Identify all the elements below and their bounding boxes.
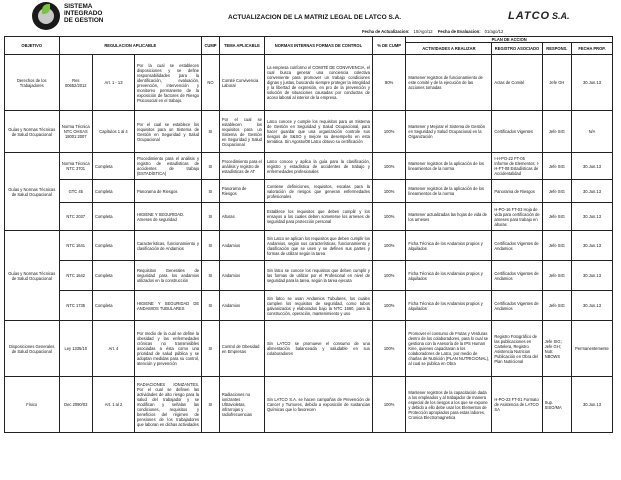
cell-registro: H-PO-23 FT-01 Formato de Asistencia de LATCO SA [492, 377, 542, 433]
cell-detalle: HIGIENE Y SEGURIDAD. Arneses de seguridad [134, 203, 201, 231]
cell-actividades: Promover el consumo de Frutas y Verduras dentro de los colaboradores, para lo cual se gestiona con la Asesoría de la IPS Human Kine, quienes capacitaran a los colaboradores de Latco, por medio de charlas de Nutrición (PLAN NUTRICIONAL), al cual se publica en Obra [406, 321, 492, 377]
cell-articulo: Capítulos 1 al 4 [93, 111, 135, 153]
col-normas: NORMAS INTERNAS FORMAS DE CONTROL [264, 37, 372, 55]
cell-tema: Andamios [219, 261, 264, 291]
cell-detalle: HIGIENE Y SEGURIDAD DE ANDAMIOS TUBULARES [134, 291, 201, 321]
cell-respons: Jefe SIG [542, 180, 571, 203]
cell-registro: Certificados Vigentes de Andamios [492, 231, 542, 261]
cell-pct: 100% [372, 203, 406, 231]
col-objetivo: OBJETIVO [5, 37, 60, 55]
cell-pct: 100% [372, 291, 406, 321]
cell-articulo: Art. 1 al 2 [93, 377, 135, 433]
table-row [5, 291, 613, 321]
cell-cumple: SI [202, 291, 220, 321]
legal-matrix-table [4, 36, 613, 433]
cell-control: Latco conoce y aplica la guía para la clasificación, registro y estadística de accidentes de trabajo y enfermedades profesionales [264, 153, 372, 180]
cell-registro: Actas de Comité [492, 55, 542, 111]
cell-norma: Dec 2090/03 [59, 377, 93, 433]
cell-fecha: 30.Jun.13 [572, 231, 613, 261]
cell-respons: Jefe SIG [542, 231, 571, 261]
table-row [5, 261, 613, 291]
cell-norma: NTC 1735 [59, 291, 93, 321]
cell-detalle: Panorama de Riesgos [134, 180, 201, 203]
cell-articulo: Art. 1 - 13 [93, 55, 135, 111]
cell-cumple: SI [202, 261, 220, 291]
cell-cumple: SI [202, 203, 220, 231]
cell-tema: Radiaciones no ionizantes Ultravioletas, infrarrojas y radiofrecuencias [219, 377, 264, 433]
col-plan: PLAN DE ACCION [406, 37, 613, 43]
cell-tema: Andamios [219, 291, 264, 321]
brand-logo [508, 10, 574, 22]
cell-articulo: Completa [93, 261, 135, 291]
cell-detalle: RADIACIONES IONIZANTES. Por el cual se definen las actividades de alto riesgo para la salud del trabajador y se modifican y señalan las condiciones, requisitos y beneficios del régimen de pensiones de los trabajadores que laboran en dichas actividades [134, 377, 201, 433]
cell-pct: 100% [372, 180, 406, 203]
cell-norma: Res 00652/2012 [59, 55, 93, 111]
table-row [5, 111, 613, 153]
cell-tema: Comité Convivencia Laboral [219, 55, 264, 111]
cell-fecha: 30.Jun.13 [572, 180, 613, 203]
cell-detalle: Procedimiento para el análisis y registro de estadísticas de accidentes de trabajo (ESTADÍSTICA) [134, 153, 201, 180]
cell-fecha: 30.Jun.13 [572, 261, 613, 291]
cell-control: Sin latco se conoce los requisitos que deben cumplir y las formas de utilizar por el Profesional en nivel de seguridad para la tarea, según la tarea ejecuta [264, 261, 372, 291]
cell-tema: Panorama de Riesgos [219, 180, 264, 203]
header [0, 0, 621, 40]
cell-control: Latco conoce y cumple los requisitos para un Sistema de Gestión en Seguridad y Salud Ocupacional, para hacer guardar que una organización controle sus riesgos de S&SO y mejore su desempeño en esta temática. Sin Agosto/08 Latco obtuvo su certificación [264, 111, 372, 153]
cell-pct: 100% [372, 261, 406, 291]
table-row [5, 377, 613, 433]
logo-line-1: SISTEMA [64, 3, 93, 10]
brand-suffix: S.A. [552, 11, 570, 21]
cell-norma: GTC 45 [59, 180, 93, 203]
col-pct: % DE CUMP [372, 37, 406, 55]
dates-line [362, 29, 507, 34]
cell-actividades: Mantener y Mejorar el Sistema de Gestión en Seguridad y Salud Ocupacional en la Organización [406, 111, 492, 153]
cell-pct: 100% [372, 321, 406, 377]
cell-norma: Ley 1335/10 [59, 321, 93, 377]
col-regulacion: REGULACION APLICABLE [59, 37, 202, 55]
cell-control: Sin LATCO se promueve el consumo de una alimentación balanceada y saludable en sus colaboradores [264, 321, 372, 377]
cell-actividades: Ficha Técnica de los Andamios propios y alquilados [406, 291, 492, 321]
cell-registro: H-PO-16 FT-03 Hoja de vida para certificación de arneses para trabajo en alturas [492, 203, 542, 231]
col-cumple: CUMP [202, 37, 220, 55]
cell-respons: Jefe SIG [542, 291, 571, 321]
document-title: ACTUALIZACION DE LA MATRIZ LEGAL DE LATCO S.A. [228, 14, 402, 21]
cell-norma: NTC 1641 [59, 231, 93, 261]
cell-detalle: Características, funcionamiento y clasificación de Andamios [134, 231, 201, 261]
cell-objetivo: Derechos de los Trabajadores [5, 55, 60, 111]
cell-respons: Jefe SIG [542, 153, 571, 180]
cell-actividades: Ficha Técnica de los Andamios propios y alquilados [406, 261, 492, 291]
cell-cumple: SI [202, 180, 220, 203]
cell-tema: Alturas [219, 203, 264, 231]
cell-control: Sin LATCO S.A. se hacen campañas de Prevención de Cancer y Tumores, debido a exposición de sustancias Químicas que lo favorecen [264, 377, 372, 433]
cell-pct: 100% [372, 153, 406, 180]
cell-cumple: SI [202, 231, 220, 261]
cell-respons: Jefe SIG [542, 203, 571, 231]
cell-respons: Jefe SIG [542, 261, 571, 291]
table-row [5, 203, 613, 231]
cell-control: La empresa conformo el COMITÉ DE CONVIVENCIA, el cual busca generar una conciencia colectiva conveniente para promover un trabajo condiciones dignas y justas, buscando siempre proteger la integridad y la libertad de expresión, en pro de la prevención y solución de situaciones causadas por conductas de acoso laboral al interior de la empresa. [264, 55, 372, 111]
cell-detalle: Por medio de la cual se define la obesidad y las enfermedades crónicas no transmisibles asociadas a ésta como una prioridad de salud pública y se adoptan medidas para su control, atención y prevención [134, 321, 201, 377]
sig-logo [32, 2, 132, 30]
cell-articulo: Completa [93, 180, 135, 203]
logo-line-3: DE GESTION [64, 17, 104, 24]
update-label: Fecha de Actualizacion: [362, 29, 410, 34]
cell-articulo: Completa [93, 291, 135, 321]
cell-articulo: Art. 4 [93, 321, 135, 377]
cell-detalle: Por el cual se establece los requisitos para un Sistema de Gestión en Seguridad y Salud Ocupacional [134, 111, 201, 153]
cell-actividades: Mantener registros de la aplicación de los lineamientos de la norma [406, 180, 492, 203]
logo-line-2: INTEGRADO [64, 10, 103, 17]
cell-detalle: Por la cual se establecen disposiciones y se define responsabilidades para la identificación, evaluación, prevención, intervención y monitoreo permanente de la exposición de factores de Riesgo Psicosocial en el trabajo. [134, 55, 201, 111]
cell-registro: I-H-PO-22 FT-05 Informe de Elementos; I-H-FT-08 Estadísticas de Accidentalidad [492, 153, 542, 180]
col-fecha: FECHA PROP. [572, 43, 613, 55]
cell-registro: Registro Fotográfico de las publicaciones en Cartelera, Registro Asistencia Nutricion Publicación en Obra del Plan Nutricional [492, 321, 542, 377]
eval-label: Fecha de Evaluacion: [437, 29, 481, 34]
cell-objetivo: Guías y Normas Técnicas de Salud Ocupacional [5, 231, 60, 321]
cell-actividades: Mantener registros de funcionamiento de este comité y de la ejecución de las acciones tomadas [406, 55, 492, 111]
cell-fecha: 30.Jun.13 [572, 153, 613, 180]
cell-registro: Certificados Vigentes de Andamios [492, 291, 542, 321]
cell-articulo: Completa [93, 231, 135, 261]
cell-actividades: Mantener registros de la capacitación dada a los empleados y al trabajador de manera especial de los riesgos a los que se expone y debido a ello debe usar los Elementos de Protección apropiados para estas labores, Cronica Electromagnetica [406, 377, 492, 433]
cell-control: Establece los requisitos que deben cumplir y los ensayos a los cuales deben someterse los arneses de seguridad para protección personal [264, 203, 372, 231]
cell-respons: Jefe SIG [542, 111, 571, 153]
cell-pct: 80% [372, 55, 406, 111]
cell-control: Sin latco se usan Andamios Tubulares, los cuales cumplen los requisitos de seguridad, como tubos galvanizados y elaborados bajo la NTC 1560, para la construcción, operación, mantenimiento y uso [264, 291, 372, 321]
cell-norma: NTC 2037 [59, 203, 93, 231]
cell-norma: Norma Técnica NTC 3701 [59, 153, 93, 180]
cell-norma: Norma Técnica NTC OHSAS 18001:2007 [59, 111, 93, 153]
update-value: 10/Ago/12 [413, 29, 433, 34]
cell-cumple: SI [202, 377, 220, 433]
cell-cumple: SI [202, 153, 220, 180]
cell-actividades: Ficha Técnica de los Andamios propios y alquilados [406, 231, 492, 261]
table-row [5, 321, 613, 377]
cell-registro: Panorama de Riesgos [492, 180, 542, 203]
cell-objetivo: Guías y Normas Técnicas de Salud Ocupacional [5, 153, 60, 231]
cell-fecha: Permanentemente [572, 321, 613, 377]
cell-norma: NTC 1642 [59, 261, 93, 291]
cell-respons: Jefe SIG; Jefe GH; Nutr. NBOWS [542, 321, 571, 377]
table-row [5, 153, 613, 180]
cell-respons: Jefe GH [542, 55, 571, 111]
cell-articulo: Completa [93, 153, 135, 180]
cell-articulo: Completa [93, 203, 135, 231]
cell-detalle: Requisitos Generales de seguridad para los andamios utilizados en la construcción [134, 261, 201, 291]
cell-respons: Sup. SISO/MA [542, 377, 571, 433]
col-respons: RESPONS. [542, 43, 571, 55]
brand-name: LATCO [508, 10, 551, 22]
cell-fecha: 30.Jun.13 [572, 291, 613, 321]
cell-registro: Certificados Vigentes de Andamios [492, 261, 542, 291]
cell-tema: Andamios [219, 231, 264, 261]
table-row [5, 180, 613, 203]
cell-pct: 100% [372, 111, 406, 153]
cell-registro: Certificados Vigentes [492, 111, 542, 153]
cell-fecha: 30.Jun.13 [572, 377, 613, 433]
cell-tema: Procedimiento para el análisis y registro de estadísticas de AT [219, 153, 264, 180]
globe-icon [32, 2, 60, 30]
cell-fecha: 30.Jun.13 [572, 55, 613, 111]
cell-pct: 100% [372, 231, 406, 261]
col-actividades: ACTIVIDADES A REALIZAR [406, 43, 492, 55]
table-row [5, 55, 613, 111]
table-row [5, 231, 613, 261]
cell-actividades: Mantener actualizadas las hojas de vida de los arneses [406, 203, 492, 231]
cell-objetivo: Físico [5, 377, 60, 433]
cell-actividades: Mantener registros de la aplicación de los lineamientos de la norma [406, 153, 492, 180]
cell-cumple: SI [202, 111, 220, 153]
cell-objetivo: Guías y Normas Técnicas de Salud Ocupacional [5, 111, 60, 153]
cell-fecha: N/A [572, 111, 613, 153]
col-registro: REGISTRO ASOCIADO [492, 43, 542, 55]
cell-control: Contiene definiciones, requisitos, escalas para la valoración de riesgos que generan enfermedades profesionales [264, 180, 372, 203]
cell-control: Sin Latco se aplican los requisitos que deben cumplir los Andamios, según sus características, funcionamiento y clasificación que se usen y se definen sus partes y formas de utilizar según la tarea [264, 231, 372, 261]
cell-cumple: NO [202, 55, 220, 111]
eval-value: 01/ago/12 [484, 29, 504, 34]
cell-tema: Por el cual se establecen los requisitos para un Sistema de Gestión en Seguridad y Salud Ocupacional [219, 111, 264, 153]
col-tema: TEMA APLICABLE [219, 37, 264, 55]
cell-fecha: 30.Jun.13 [572, 203, 613, 231]
cell-cumple: SI [202, 321, 220, 377]
cell-tema: Control de Obesidad en Empresas [219, 321, 264, 377]
cell-pct: 100% [372, 377, 406, 433]
cell-objetivo: Disposiciones Generales de Salud Ocupacional [5, 321, 60, 377]
